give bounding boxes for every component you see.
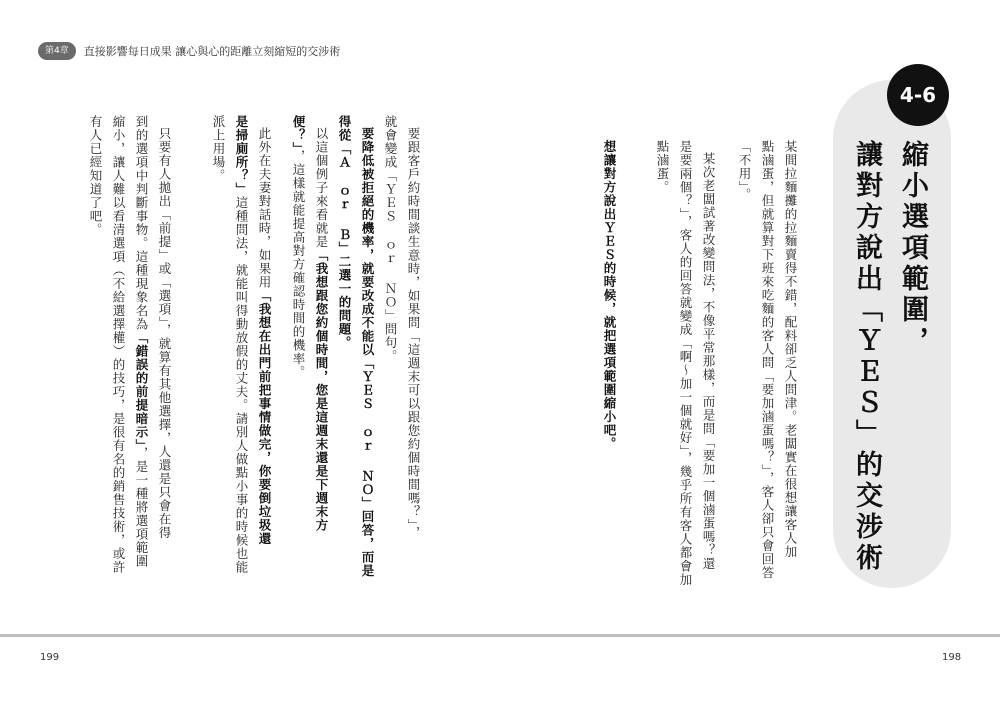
footer-divider — [0, 634, 1000, 637]
body-text-line — [253, 127, 276, 546]
running-header — [38, 40, 340, 62]
body-text-line — [287, 115, 310, 379]
section-number-badge: 4-6 — [887, 64, 949, 126]
body-text-line: 有人已經知道了吧。 — [88, 115, 103, 237]
body-text-line: 就會變成「ＹＥＳ ｏｒ ＮＯ」問句。 — [383, 115, 398, 363]
body-text-segment: ，是一種將選項範圍 — [134, 446, 149, 568]
chapter-badge: 第4章 — [38, 42, 76, 60]
section-title-line1: 縮小選項範圍， — [897, 140, 928, 357]
body-text-segment: 到的選項中判斷事物。這種現象名為 — [134, 115, 149, 331]
emphasis-segment: 「我想跟您約個時間，您是這週末還是下週末方 — [314, 248, 329, 532]
body-text-line: 要跟客戶約時間談生意時，如果問「這週末可以跟您約個時間嗎？」， — [406, 127, 421, 540]
body-text-segment: 這種問法，就能叫得動放假的丈夫。請別人做點小事的時候也能 — [234, 196, 249, 574]
emphasis-text: 想讓對方說出ＹＥＳ的時候，就把選項範圍縮小吧。 — [602, 140, 617, 451]
body-text-line: 縮小，讓人難以看清選項（不給選擇權）的技巧，是很有名的銷售技術，或許 — [111, 115, 126, 574]
body-text-line: 點滷蛋，但就算對下班來吃麵的客人問「要加滷蛋嗎？」，客人卻只會回答 — [760, 140, 775, 580]
emphasis-segment: 便？」 — [291, 115, 306, 150]
body-text-line — [310, 127, 333, 532]
body-text-line — [230, 115, 253, 574]
emphasis-segment: 「錯誤的前提暗示」 — [134, 331, 149, 447]
body-text-line: 是要兩個？」，客人的回答就變成「啊～加一個就好」，幾乎所有客人都會加 — [678, 140, 693, 587]
emphasis-segment: 是掃廁所？」 — [234, 115, 249, 196]
running-header-title: 直接影響每日成果 讓心與心的距離立刻縮短的交涉術 — [83, 45, 341, 58]
left-page-number: 199 — [40, 652, 60, 663]
body-text-line — [130, 115, 153, 568]
body-text-line: 「不用」。 — [737, 140, 752, 202]
body-text-line: 某次老闆試著改變問法，不像平常那樣，而是問「要加一個滷蛋嗎？還 — [701, 152, 716, 571]
body-text-segment: 此外在夫妻對話時，如果用 — [257, 127, 272, 289]
body-text-line: 點滷蛋。 — [655, 140, 670, 194]
right-page-number: 198 — [942, 652, 962, 663]
body-text-line: 只要有人拋出「前提」或「選項」，就算有其他選擇，人還是只會在得 — [157, 127, 172, 540]
body-text-segment: ，這樣就能提高對方確認時間的機率。 — [291, 149, 306, 379]
section-title-line2: 讓對方說出「ＹＥＳ」的交涉術 — [851, 140, 882, 574]
body-text-line: 某間拉麵攤的拉麵賣得不錯，配料卻乏人問津。老闆實在很想讓客人加 — [783, 140, 798, 559]
emphasis-text: 得從「Ａ ｏｒ Ｂ」二選一的問題。 — [337, 115, 352, 350]
emphasis-segment: 「我想在出門前把事情做完，你要倒垃圾還 — [257, 289, 272, 546]
emphasis-text: 要降低被拒絕的機率，就要改成不能以「ＹＥＳ ｏｒ ＮＯ」回答，而是 — [360, 127, 375, 578]
body-text-line: 派上用場。 — [211, 115, 226, 183]
body-text-segment: 以這個例子來看就是 — [314, 127, 329, 249]
